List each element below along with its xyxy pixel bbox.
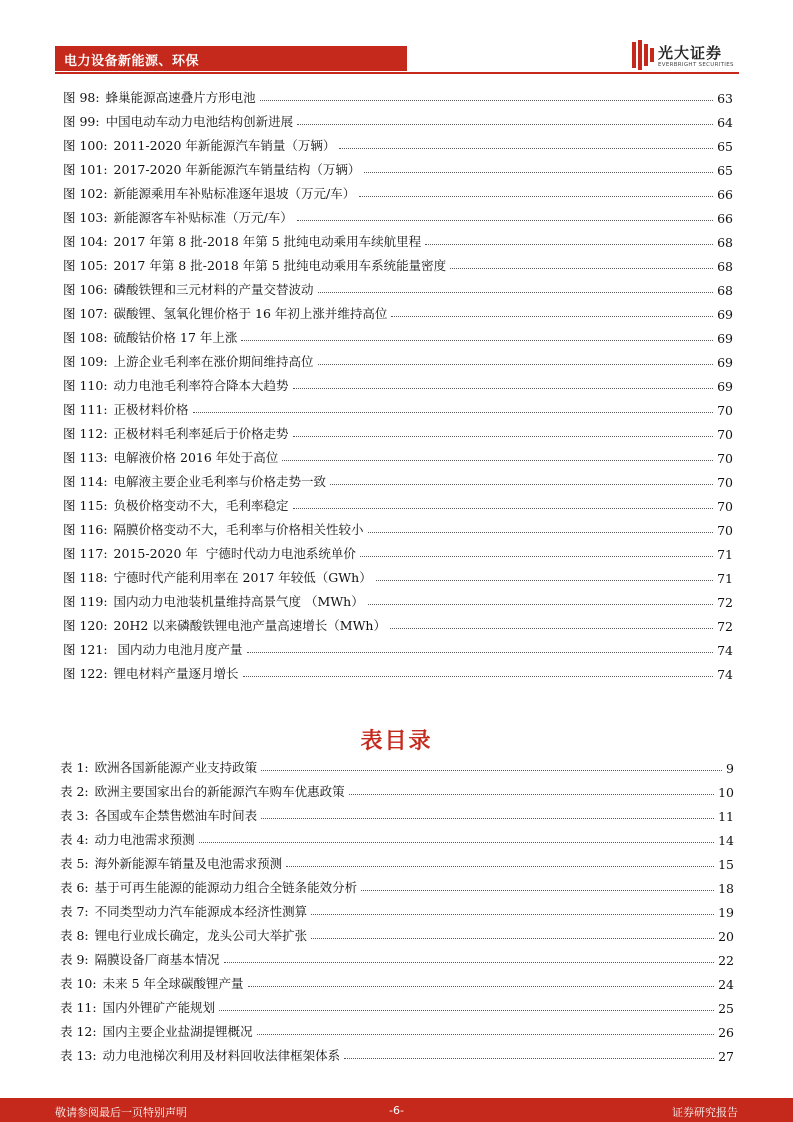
figure-entry[interactable] — [63, 610, 733, 634]
figure-entry[interactable] — [63, 562, 733, 586]
table-entry-title: 国内外锂矿产能规划 — [102, 1000, 216, 1015]
table-entry-label — [60, 782, 345, 800]
table-entry-number: 表 5: — [60, 856, 89, 871]
table-entry-page: 18 — [718, 881, 734, 896]
figure-entry[interactable] — [63, 538, 733, 562]
figure-entry[interactable] — [63, 82, 733, 106]
table-entry-page: 27 — [718, 1049, 734, 1064]
figure-entry-label — [63, 592, 364, 610]
table-entry-label — [60, 1046, 340, 1064]
dot-leader — [293, 388, 714, 389]
figure-entry-label — [63, 616, 386, 634]
footer-page-number: -6- — [389, 1104, 404, 1117]
footer-band — [0, 1098, 793, 1122]
dot-leader — [311, 938, 714, 939]
figure-entry-title: 上游企业毛利率在涨价期间维持高位 — [113, 354, 314, 369]
figure-entry-label — [63, 256, 446, 274]
dot-leader — [390, 628, 713, 629]
figure-entry[interactable] — [63, 490, 733, 514]
figure-entry-title: 正极材料毛利率延后于价格走势 — [113, 426, 289, 441]
figure-entry-number: 图 103: — [63, 210, 108, 225]
company-logo — [632, 40, 742, 72]
dot-leader — [243, 676, 714, 677]
figure-entry-title: 动力电池毛利率符合降本大趋势 — [113, 378, 289, 393]
table-entry-page: 10 — [718, 785, 734, 800]
dot-leader — [241, 340, 713, 341]
table-entry-label — [60, 926, 307, 944]
table-entry-title: 基于可再生能源的能源动力组合全链条能效分析 — [94, 880, 358, 895]
figure-entry-number: 图 113: — [63, 450, 108, 465]
table-entry-page: 26 — [718, 1025, 734, 1040]
table-entry-page: 20 — [718, 929, 734, 944]
figure-entry-page: 70 — [717, 451, 733, 466]
figure-entry-label — [63, 520, 364, 538]
figure-entry-label — [63, 496, 289, 514]
table-entry[interactable] — [60, 848, 734, 872]
table-entry-title: 国内主要企业盐湖提锂概况 — [102, 1024, 253, 1039]
tables-heading: 表目录 — [360, 729, 433, 754]
figure-entry-number: 图 105: — [63, 258, 108, 273]
table-entry[interactable] — [60, 1040, 734, 1064]
table-entry-number: 表 4: — [60, 832, 89, 847]
figure-entry[interactable] — [63, 370, 733, 394]
figure-entry-label — [63, 112, 293, 130]
figure-entry-label — [63, 544, 356, 562]
table-entry-title: 各国或车企禁售燃油车时间表 — [94, 808, 258, 823]
table-entry[interactable] — [60, 776, 734, 800]
table-entry-label — [60, 806, 257, 824]
figure-entry-number: 图 108: — [63, 330, 108, 345]
figure-entry-title: 新能源乘用车补贴标准逐年退坡（万元/车） — [113, 186, 356, 201]
figure-entry[interactable] — [63, 634, 733, 658]
figure-entry-label — [63, 160, 360, 178]
table-entry[interactable] — [60, 968, 734, 992]
figure-entry[interactable] — [63, 178, 733, 202]
figure-entry-label — [63, 424, 289, 442]
figure-entry-page: 74 — [717, 643, 733, 658]
figure-entry-page: 66 — [717, 211, 733, 226]
footer-report-type: 证券研究报告 — [672, 1106, 738, 1119]
table-entry-label — [60, 902, 307, 920]
dot-leader — [286, 866, 714, 867]
table-entry-page: 11 — [718, 809, 734, 824]
dot-leader — [224, 962, 714, 963]
figure-entry-title: 中国电动车动力电池结构创新进展 — [105, 114, 294, 129]
figure-entry-title: 锂电材料产量逐月增长 — [113, 666, 239, 681]
figure-entry[interactable] — [63, 106, 733, 130]
figure-entry-page: 71 — [717, 571, 733, 586]
footer-disclaimer: 敬请参阅最后一页特别声明 — [55, 1106, 187, 1119]
dot-leader — [318, 364, 714, 365]
figure-entry-page: 68 — [717, 283, 733, 298]
table-entry-number: 表 1: — [60, 760, 89, 775]
figure-entry[interactable] — [63, 586, 733, 610]
figure-entry-title: 2017 年第 8 批-2018 年第 5 批纯电动乘用车系统能量密度 — [113, 258, 447, 273]
figure-entry-title: 2015-2020 年 宁德时代动力电池系统单价 — [113, 546, 356, 561]
figure-entry-number: 图 116: — [63, 522, 108, 537]
table-entry-label — [60, 758, 257, 776]
dot-leader — [257, 1034, 714, 1035]
figure-entry-page: 71 — [717, 547, 733, 562]
figure-entry-title: 硫酸钴价格 17 年上涨 — [113, 330, 238, 345]
everbright-logo-icon — [632, 40, 654, 70]
figure-entry[interactable] — [63, 466, 733, 490]
dot-leader — [261, 770, 722, 771]
dot-leader — [318, 292, 714, 293]
table-entry[interactable] — [60, 752, 734, 776]
figure-entry-title: 电解液价格 2016 年处于高位 — [113, 450, 279, 465]
dot-leader — [344, 1058, 714, 1059]
table-entry-label — [60, 974, 244, 992]
figure-entry-title: 磷酸铁锂和三元材料的产量交替波动 — [113, 282, 314, 297]
figure-entry-title: 2011-2020 年新能源汽车销量（万辆） — [113, 138, 336, 153]
figure-entry[interactable] — [63, 130, 733, 154]
figure-entry-page: 69 — [717, 355, 733, 370]
dot-leader — [349, 794, 714, 795]
figure-entry-title: 新能源客车补贴标准（万元/车） — [113, 210, 293, 225]
figure-entry[interactable] — [63, 226, 733, 250]
header-divider — [55, 72, 739, 74]
dot-leader — [261, 818, 714, 819]
table-entry-title: 动力电池梯次利用及材料回收法律框架体系 — [102, 1048, 341, 1063]
figure-entry-page: 69 — [717, 307, 733, 322]
figure-list — [63, 82, 733, 682]
table-entry[interactable] — [60, 992, 734, 1016]
dot-leader — [360, 556, 713, 557]
dot-leader — [311, 914, 714, 915]
dot-leader — [260, 100, 713, 101]
table-entry-title: 锂电行业成长确定，龙头公司大举扩张 — [94, 928, 308, 943]
table-entry-number: 表 13: — [60, 1048, 97, 1063]
figure-entry-label — [63, 208, 293, 226]
figure-entry-number: 图 107: — [63, 306, 108, 321]
table-entry-title: 欧洲主要国家出台的新能源汽车购车优惠政策 — [94, 784, 345, 799]
dot-leader — [391, 316, 713, 317]
table-entry[interactable] — [60, 800, 734, 824]
figure-entry-label — [63, 280, 314, 298]
figure-entry-label — [63, 472, 326, 490]
figure-entry-number: 图 117: — [63, 546, 108, 561]
figure-entry-page: 68 — [717, 235, 733, 250]
dot-leader — [247, 652, 714, 653]
table-entry-page: 9 — [726, 761, 734, 776]
dot-leader — [193, 412, 714, 413]
figure-entry-page: 70 — [717, 427, 733, 442]
figure-entry-label — [63, 328, 237, 346]
figure-entry[interactable] — [63, 274, 733, 298]
figure-entry-page: 70 — [717, 403, 733, 418]
dot-leader — [361, 890, 714, 891]
figure-entry-label — [63, 568, 372, 586]
figure-entry[interactable] — [63, 442, 733, 466]
dot-leader — [293, 436, 714, 437]
figure-entry-page: 70 — [717, 523, 733, 538]
figure-entry-label — [63, 400, 189, 418]
figure-entry-page: 72 — [717, 619, 733, 634]
dot-leader — [199, 842, 714, 843]
figure-entry-label — [63, 376, 289, 394]
figure-entry-number: 图 121: — [63, 642, 108, 657]
figure-entry-number: 图 106: — [63, 282, 108, 297]
figure-entry-label — [63, 664, 239, 682]
dot-leader — [425, 244, 713, 245]
table-entry-page: 14 — [718, 833, 734, 848]
figure-entry-title: 电解液主要企业毛利率与价格走势一致 — [113, 474, 327, 489]
figure-entry-title: 国内动力电池月度产量 — [113, 642, 243, 657]
figure-entry-number: 图 102: — [63, 186, 108, 201]
table-entry-number: 表 9: — [60, 952, 89, 967]
table-entry[interactable] — [60, 872, 734, 896]
table-entry-number: 表 7: — [60, 904, 89, 919]
dot-leader — [359, 196, 713, 197]
figure-entry-page: 66 — [717, 187, 733, 202]
figure-entry[interactable] — [63, 394, 733, 418]
figure-entry-number: 图 101: — [63, 162, 108, 177]
dot-leader — [339, 148, 713, 149]
figure-entry-page: 65 — [717, 163, 733, 178]
figure-entry-number: 图 111: — [63, 402, 108, 417]
figure-entry[interactable] — [63, 322, 733, 346]
figure-entry[interactable] — [63, 154, 733, 178]
figure-entry-page: 70 — [717, 475, 733, 490]
figure-entry-number: 图 115: — [63, 498, 108, 513]
table-entry-page: 24 — [718, 977, 734, 992]
table-entry-label — [60, 950, 220, 968]
table-entry-label — [60, 830, 195, 848]
table-entry-label — [60, 854, 282, 872]
figure-entry[interactable] — [63, 202, 733, 226]
figure-entry-title: 宁德时代产能利用率在 2017 年较低（GWh） — [113, 570, 372, 585]
table-entry-number: 表 6: — [60, 880, 89, 895]
figure-entry-label — [63, 88, 256, 106]
dot-leader — [282, 460, 713, 461]
dot-leader — [297, 220, 713, 221]
table-entry-title: 不同类型动力汽车能源成本经济性测算 — [94, 904, 308, 919]
figure-entry-number: 图 114: — [63, 474, 108, 489]
figure-entry-title: 20H2 以来磷酸铁锂电池产量高速增长（MWh） — [113, 618, 386, 633]
figure-entry-page: 69 — [717, 379, 733, 394]
dot-leader — [450, 268, 713, 269]
figure-entry-page: 70 — [717, 499, 733, 514]
figure-entry-page: 65 — [717, 139, 733, 154]
dot-leader — [219, 1010, 714, 1011]
header-category: 电力设备新能源、环保 — [64, 54, 200, 69]
figure-entry-number: 图 112: — [63, 426, 108, 441]
figure-entry-title: 2017-2020 年新能源汽车销量结构（万辆） — [113, 162, 361, 177]
table-entry-title: 隔膜设备厂商基本情况 — [94, 952, 220, 967]
figure-entry-page: 69 — [717, 331, 733, 346]
dot-leader — [376, 580, 713, 581]
figure-entry-title: 碳酸锂、氢氧化锂价格于 16 年初上涨并维持高位 — [113, 306, 388, 321]
table-entry-page: 25 — [718, 1001, 734, 1016]
figure-entry-label — [63, 136, 335, 154]
table-entry-number: 表 10: — [60, 976, 97, 991]
table-entry[interactable] — [60, 920, 734, 944]
figure-entry-page: 72 — [717, 595, 733, 610]
table-entry-title: 动力电池需求预测 — [94, 832, 195, 847]
figure-entry-title: 隔膜价格变动不大，毛利率与价格相关性较小 — [113, 522, 364, 537]
table-list — [60, 752, 734, 1064]
table-entry-number: 表 3: — [60, 808, 89, 823]
figure-entry[interactable] — [63, 514, 733, 538]
dot-leader — [364, 172, 713, 173]
table-entry[interactable] — [60, 1016, 734, 1040]
dot-leader — [330, 484, 713, 485]
figure-entry[interactable] — [63, 250, 733, 274]
table-entry-number: 表 2: — [60, 784, 89, 799]
logo-chinese-name: 光大证券 — [658, 44, 723, 62]
figure-entry-title: 正极材料价格 — [113, 402, 189, 417]
dot-leader — [297, 124, 713, 125]
table-entry-title: 海外新能源车销量及电池需求预测 — [94, 856, 283, 871]
table-entry[interactable] — [60, 944, 734, 968]
table-entry-page: 15 — [718, 857, 734, 872]
table-entry-label — [60, 878, 357, 896]
table-entry-title: 欧洲各国新能源产业支持政策 — [94, 760, 258, 775]
figure-entry-title: 负极价格变动不大，毛利率稳定 — [113, 498, 289, 513]
logo-english-name: EVERBRIGHT SECURITIES — [658, 62, 734, 68]
figure-entry-label — [63, 352, 314, 370]
table-entry-number: 表 11: — [60, 1000, 97, 1015]
table-entry-page: 22 — [718, 953, 734, 968]
figure-entry[interactable] — [63, 418, 733, 442]
figure-entry-number: 图 100: — [63, 138, 108, 153]
figure-entry-number: 图 99: — [63, 114, 100, 129]
figure-entry-number: 图 110: — [63, 378, 108, 393]
figure-entry-page: 68 — [717, 259, 733, 274]
table-entry[interactable] — [60, 896, 734, 920]
figure-entry[interactable] — [63, 346, 733, 370]
figure-entry-title: 2017 年第 8 批-2018 年第 5 批纯电动乘用车续航里程 — [113, 234, 422, 249]
figure-entry-label — [63, 232, 421, 250]
figure-entry-label — [63, 448, 278, 466]
figure-entry-number: 图 98: — [63, 90, 100, 105]
table-entry-number: 表 12: — [60, 1024, 97, 1039]
figure-entry-number: 图 118: — [63, 570, 108, 585]
table-entry-label — [60, 998, 215, 1016]
table-entry-page: 19 — [718, 905, 734, 920]
figure-entry-page: 63 — [717, 91, 733, 106]
figure-entry-title: 蜂巢能源高速叠片方形电池 — [105, 90, 256, 105]
table-entry[interactable] — [60, 824, 734, 848]
figure-entry-label — [63, 640, 243, 658]
figure-entry-number: 图 109: — [63, 354, 108, 369]
dot-leader — [368, 532, 714, 533]
figure-entry-label — [63, 304, 387, 322]
figure-entry-number: 图 122: — [63, 666, 108, 681]
figure-entry-page: 74 — [717, 667, 733, 682]
dot-leader — [293, 508, 714, 509]
figure-entry-number: 图 104: — [63, 234, 108, 249]
figure-entry[interactable] — [63, 658, 733, 682]
header-category-band — [55, 46, 407, 71]
figure-entry-number: 图 120: — [63, 618, 108, 633]
table-entry-number: 表 8: — [60, 928, 89, 943]
dot-leader — [248, 986, 715, 987]
dot-leader — [368, 604, 713, 605]
figure-entry-page: 64 — [717, 115, 733, 130]
figure-entry-title: 国内动力电池装机量维持高景气度 （MWh） — [113, 594, 364, 609]
table-entry-label — [60, 1022, 253, 1040]
figure-entry-number: 图 119: — [63, 594, 108, 609]
figure-entry[interactable] — [63, 298, 733, 322]
table-entry-title: 未来 5 年全球碳酸锂产量 — [102, 976, 244, 991]
figure-entry-label — [63, 184, 355, 202]
